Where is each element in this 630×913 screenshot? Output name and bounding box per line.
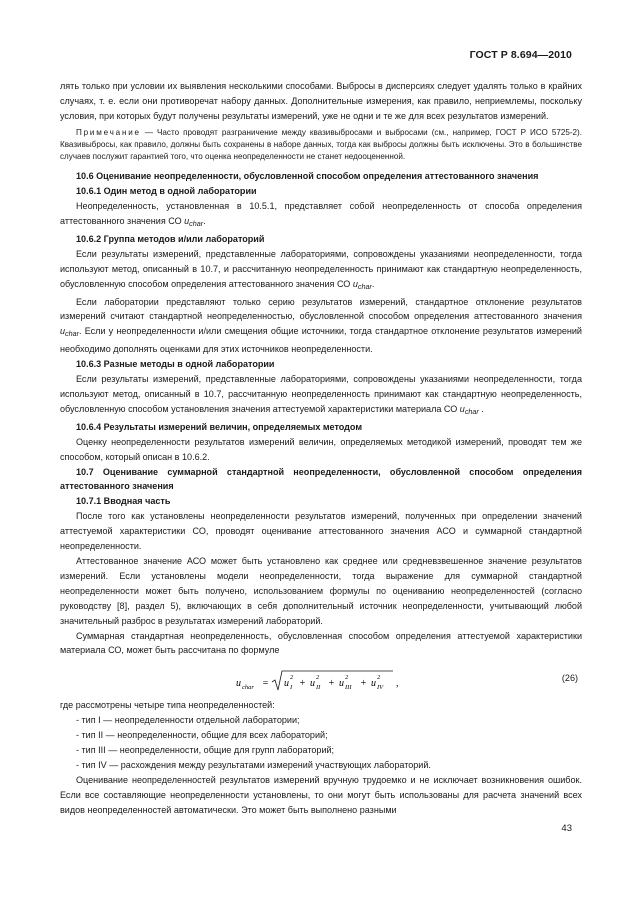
paragraph-10-6-2-a: Если результаты измерений, представленные лабораториями, сопровождены указаниями неопределенности, тогда используют метод, описанный в 10.7, и рассчитанную неопределенность принимают как стандартную неопределенность, обусловленную способом определения аттестованного значения СО $u_{char}$. bbox=[60, 248, 582, 291]
paragraph-10-7-1-c: Суммарная стандартная неопределенность, обусловленная способом определения аттестуемой характеристики материала СО, может быть рассчитана по формуле bbox=[60, 630, 582, 656]
formula-trailing-comma: , bbox=[396, 678, 399, 690]
note-text: — Часто проводят разграничение между квазивыбросами и выбросами (см., например, ГОСТ Р ИСО 5725-2). Квазивыбросы, как правило, должны быть сохранены в наборе данных, тогда как выбросы должны быть исключены. Это в большинстве случаев послужит гарантией того, что оценка неопределенности не станет недооцененной. bbox=[60, 127, 582, 162]
formula-expression bbox=[236, 666, 406, 696]
subsection-heading-10-7-1: 10.7.1 Вводная часть bbox=[76, 496, 171, 507]
svg-text:u: u bbox=[284, 678, 289, 690]
subsection-heading-10-6-1: 10.6.1 Один метод в одной лаборатории bbox=[76, 186, 257, 197]
formula-plus: + bbox=[360, 678, 367, 690]
formula-plus: + bbox=[328, 678, 335, 690]
paragraph-10-6-1: Неопределенность, установленная в 10.5.1, представляет собой неопределенность от способа определения аттестованного значения СО $u_{char}$. bbox=[60, 201, 582, 229]
symbol-u-char: $u_{char}$ bbox=[459, 403, 479, 416]
svg-text:2: 2 bbox=[316, 674, 320, 682]
uncertainty-types-list bbox=[60, 713, 582, 773]
symbol-u-char: $u_{char}$ bbox=[184, 216, 204, 229]
standard-designation: ГОСТ Р 8.694—2010 bbox=[469, 49, 572, 61]
svg-text:IV: IV bbox=[377, 684, 384, 692]
formula-term-2 bbox=[310, 674, 321, 691]
svg-text:u: u bbox=[339, 678, 344, 690]
note-paragraph bbox=[60, 127, 582, 164]
section-heading-10-7: 10.7 Оценивание суммарной стандартной неопределенности, обусловленной способом определения аттестованного значения bbox=[60, 466, 582, 492]
subsection-heading-10-6-4: 10.6.4 Результаты измерений величин, определяемых методом bbox=[76, 421, 363, 432]
paragraph-10-7-1-b: Аттестованное значение АСО может быть установлено как среднее или средневзвешенное значение результатов измерений. Если установлены модели неопределенности, тогда выражение для суммарной стандартной неопределенности может быть получено, использованием формулы по оцениванию неопределенностей (согласно руководству [8], раздел 5), включающих в себя дополнительный источник неопределенности, учитывающий любой значительный разброс в результатах измерений лабораторий. bbox=[60, 555, 582, 626]
svg-text:u: u bbox=[310, 678, 315, 690]
note-label: Примечание bbox=[76, 127, 141, 137]
paragraph-10-6-4: Оценку неопределенности результатов измерений величин, определяемых методикой измерений, проводят тем же способом, который описан в 10.6.2. bbox=[60, 436, 582, 462]
list-item: - тип II — неопределенности, общие для всех лабораторий; bbox=[76, 730, 328, 741]
svg-text:I: I bbox=[290, 684, 293, 692]
svg-text:2: 2 bbox=[377, 674, 381, 682]
symbol-u-char: $u_{char}$ bbox=[352, 278, 372, 291]
list-item: - тип III — неопределенности, общие для групп лабораторий; bbox=[76, 745, 335, 756]
formula-term-1 bbox=[284, 674, 294, 691]
page-number: 43 bbox=[561, 823, 572, 834]
formula-lhs-sub: char bbox=[242, 684, 254, 692]
formula-term-3 bbox=[339, 674, 352, 691]
paragraph-10-6-2-b: Если лаборатории представляют только серию результатов измерений, стандартное отклонение результатов измерений считают стандартной неопределенностью, обусловленной способом определения аттестованного значения $u_{char}$. Если у неопределенности и/или смещения общие источники, тогда стандартное отклонение результатов измерений необходимо дополнять оценками для этих источников неопределенности. bbox=[60, 296, 582, 355]
document-body bbox=[60, 79, 582, 818]
subsection-heading-10-6-3: 10.6.3 Разные методы в одной лаборатории bbox=[76, 359, 275, 370]
svg-text:2: 2 bbox=[345, 674, 349, 682]
formula-term-4 bbox=[371, 674, 384, 691]
symbol-u-char: $u_{char}$ bbox=[60, 326, 80, 339]
formula-lhs-u: u bbox=[236, 678, 241, 690]
paragraph-types-intro: где рассмотрены четыре типа неопределенностей: bbox=[60, 700, 275, 711]
paragraph-10-7-1-a: После того как установлены неопределенности результатов измерений, полученных при определении значений аттестуемой характеристики СО, проводят оценивание аттестованного значения АСО и суммарной стандартной неопределенности. bbox=[60, 511, 582, 552]
paragraph-10-6-3: Если результаты измерений, представленные лабораториями, сопровождены указаниями неопределенности, тогда используют метод, описанный в 10.7, рассчитанную неопределенность принимают как стандартную неопределенность, обусловленную способом установления значения аттестуемой характеристики материала СО $u_{char}$ . bbox=[60, 374, 582, 416]
list-item: - тип I — неопределенности отдельной лаборатории; bbox=[76, 715, 300, 726]
formula-26 bbox=[60, 662, 582, 696]
formula-equals: = bbox=[262, 678, 269, 690]
paragraph-final: Оценивание неопределенностей результатов измерений вручную трудоемко и не исключает возникновения ошибок. Если все составляющие неопределенности установлены, то они могут быть использованы для расчета значений всех видов неопределенностей автоматически. Это может быть выполнено разными bbox=[60, 774, 582, 815]
svg-text:III: III bbox=[345, 684, 352, 692]
svg-text:u: u bbox=[371, 678, 376, 690]
subsection-heading-10-6-2: 10.6.2 Группа методов и/или лабораторий bbox=[76, 233, 265, 244]
formula-number: (26) bbox=[561, 673, 578, 684]
list-item: - тип IV — расхождения между результатами измерений участвующих лабораторий. bbox=[76, 759, 431, 770]
formula-plus: + bbox=[299, 678, 306, 690]
section-heading-10-6: 10.6 Оценивание неопределенности, обусловленной способом определения аттестованного значения bbox=[76, 171, 539, 182]
svg-text:II: II bbox=[316, 684, 321, 692]
paragraph-continuation: лять только при условии их выявления несколькими способами. Выбросы в дисперсиях следует удалять только в крайних случаях, т. е. если они противоречат набору данных. Дополнительные измерения, как правило, неприемлемы, поскольку условия, при которых будут получены результаты измерений, уже не одни и те же для всех результатов измерений. bbox=[60, 81, 582, 121]
svg-text:2: 2 bbox=[290, 674, 294, 682]
